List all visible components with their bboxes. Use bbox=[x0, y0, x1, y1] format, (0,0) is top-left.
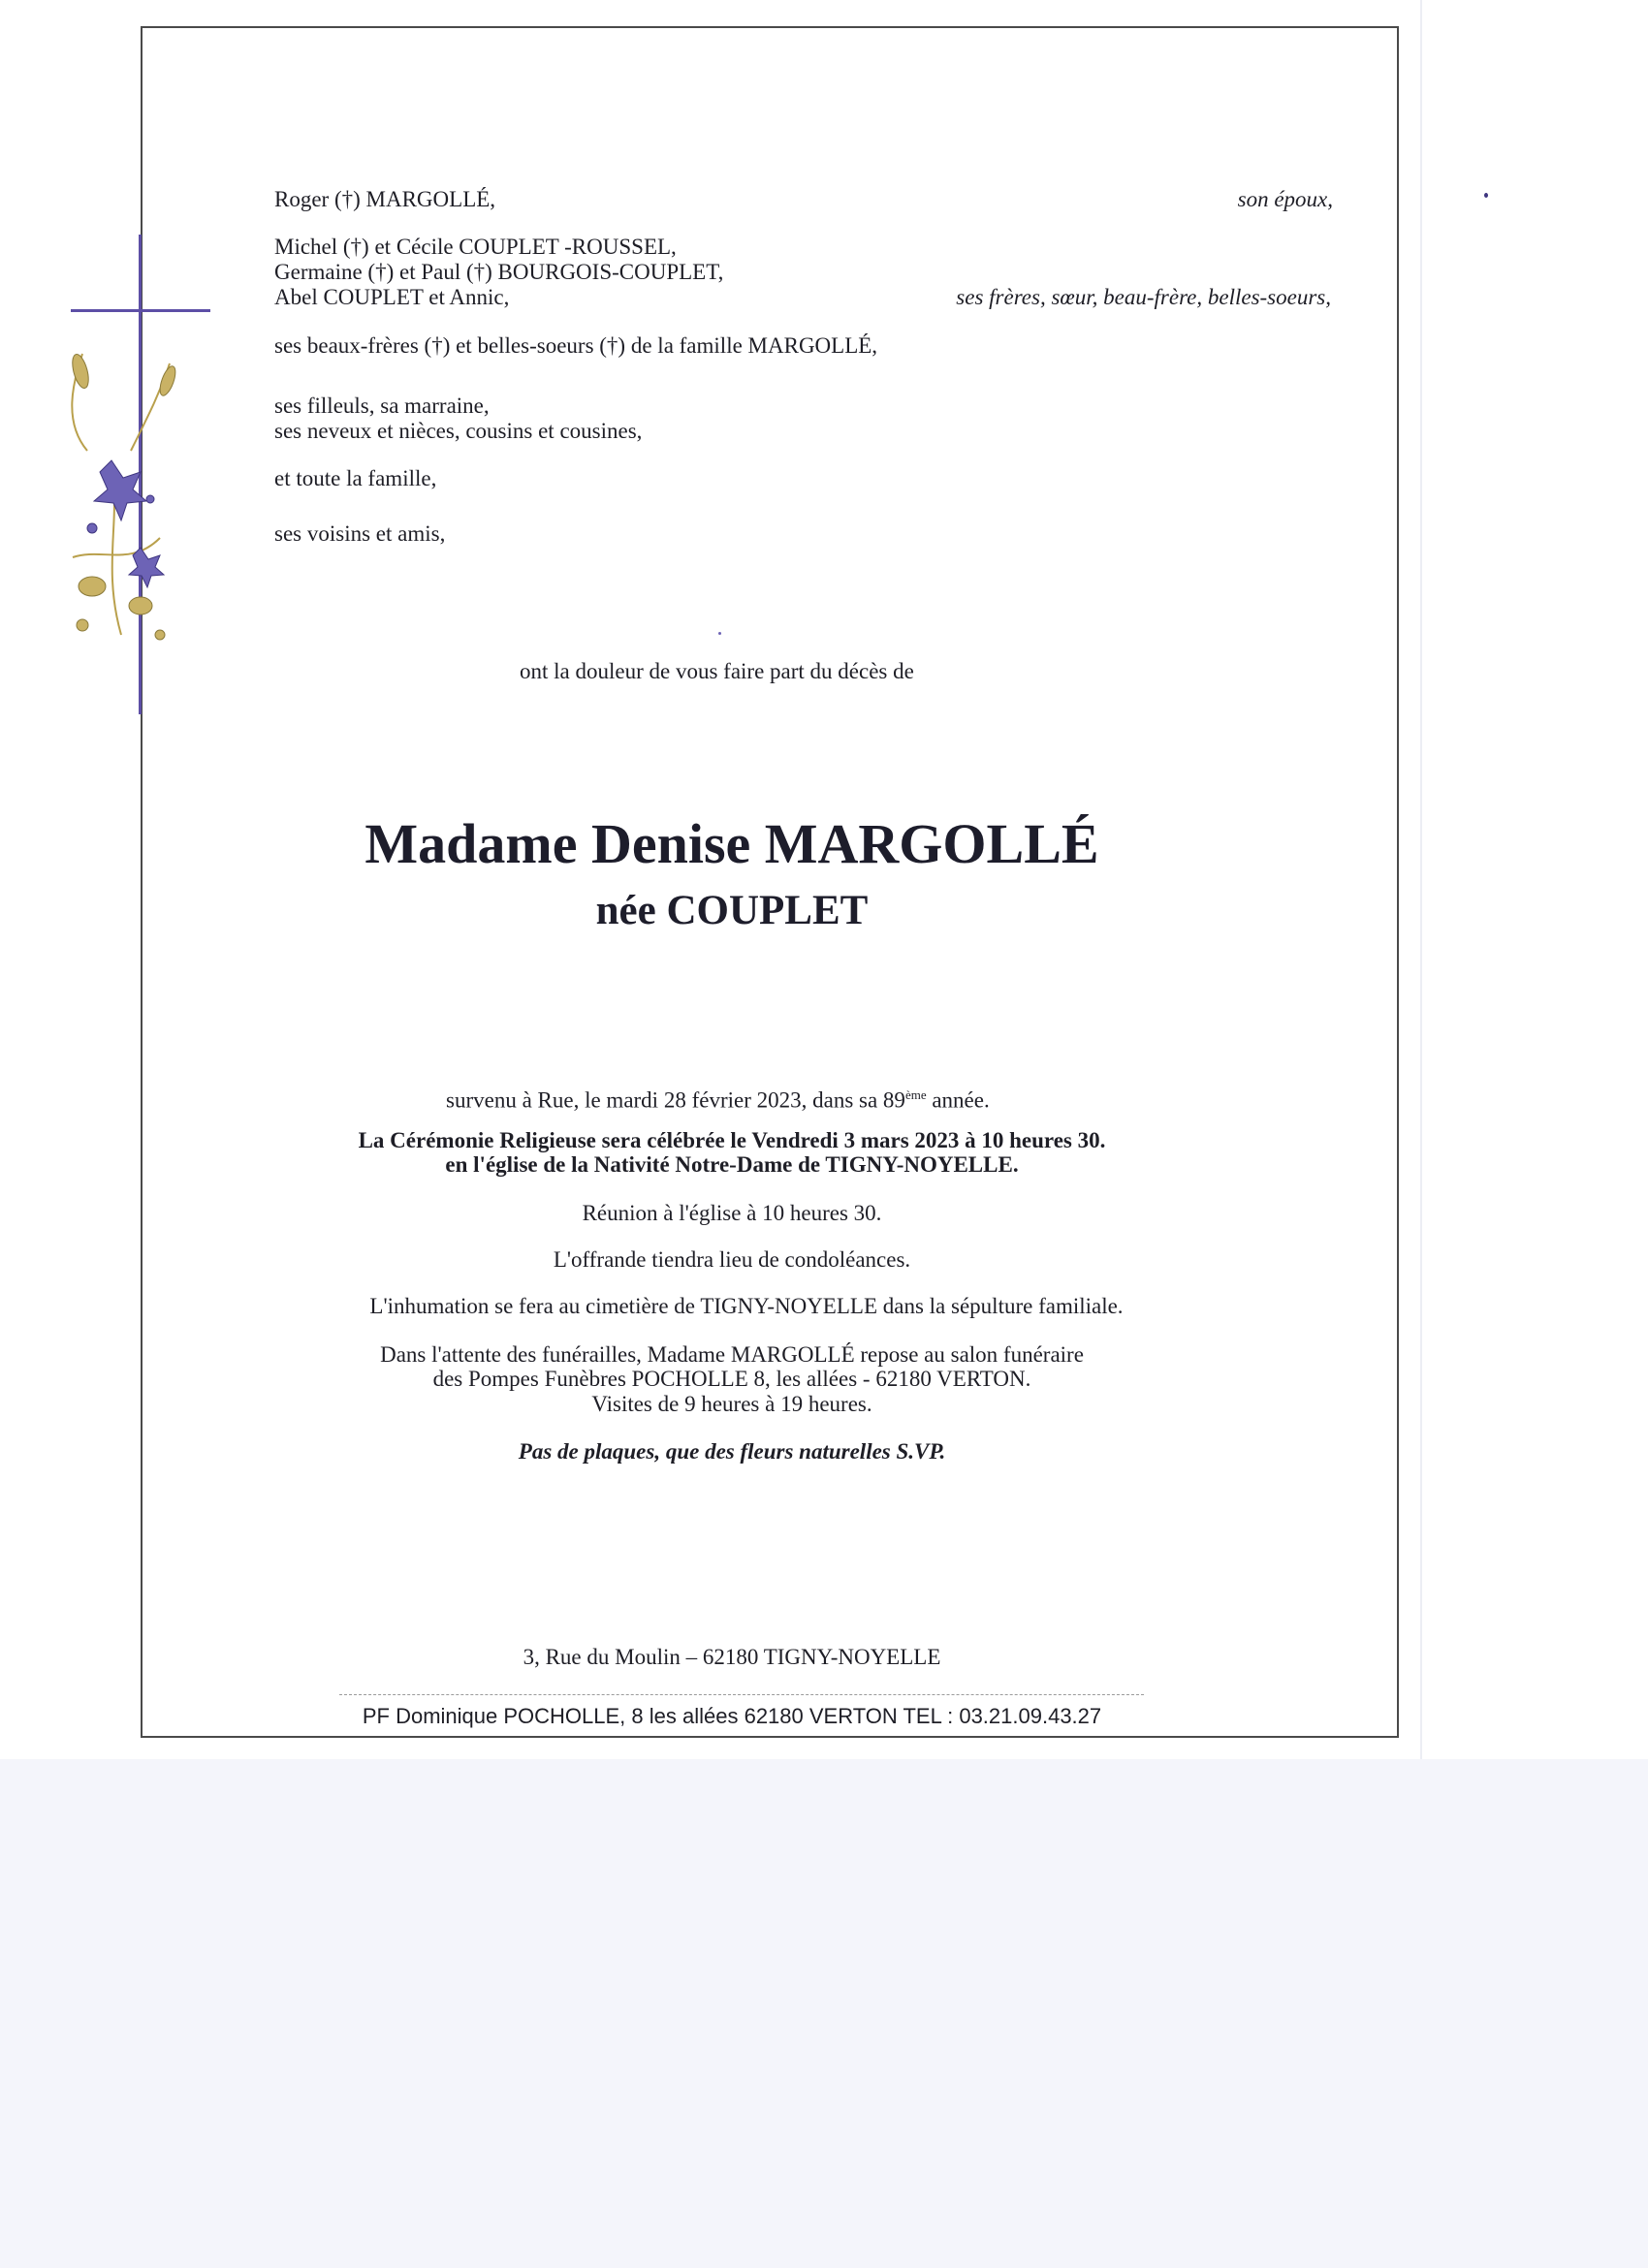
role-spouse: son époux, bbox=[1237, 187, 1333, 211]
sibling-line: Michel (†) et Cécile COUPLET -ROUSSEL, bbox=[274, 235, 677, 259]
floral-decoration-icon bbox=[53, 344, 199, 674]
scan-speck bbox=[718, 632, 721, 635]
deceased-name: Madame Denise MARGOLLÉ bbox=[364, 812, 1099, 875]
rest-line-1: Dans l'attente des funérailles, Madame MARGOLLÉ repose au salon funéraire bbox=[380, 1342, 1084, 1367]
godchildren-line: ses filleuls, sa marraine, bbox=[274, 394, 490, 418]
ceremony-line-2: en l'église de la Nativité Notre-Dame de TIGNY-NOYELLE. bbox=[445, 1152, 1019, 1177]
flowers-line: Pas de plaques, que des fleurs naturelles S.VP. bbox=[518, 1439, 946, 1464]
death-details-sup: ème bbox=[904, 1087, 927, 1102]
deceased-maiden-name: née COUPLET bbox=[595, 888, 869, 933]
scan-edge bbox=[1420, 0, 1422, 1759]
friends-line: ses voisins et amis, bbox=[274, 521, 446, 546]
offering-line: L'offrande tiendra lieu de condoléances. bbox=[553, 1247, 911, 1272]
ceremony-line-1: La Cérémonie Religieuse sera célébrée le Vendredi 3 mars 2023 à 10 heures 30. bbox=[358, 1128, 1106, 1152]
role-siblings: ses frères, sœur, beau-frère, belles-soeurs, bbox=[956, 285, 1331, 309]
all-family-line: et toute la famille, bbox=[274, 466, 437, 490]
rest-line-2: des Pompes Funèbres POCHOLLE 8, les allées - 62180 VERTON. bbox=[432, 1367, 1031, 1391]
meeting-line: Réunion à l'église à 10 heures 30. bbox=[582, 1201, 882, 1225]
scan-background bbox=[0, 1759, 1648, 2268]
scan-speck bbox=[1484, 193, 1488, 198]
nephews-line: ses neveux et nièces, cousins et cousines, bbox=[274, 419, 643, 443]
death-details bbox=[446, 1083, 990, 1114]
footer-line: PF Dominique POCHOLLE, 8 les allées 62180 VERTON TEL : 03.21.09.43.27 bbox=[362, 1704, 1102, 1728]
death-details-end: année. bbox=[926, 1087, 990, 1113]
footer-rule bbox=[339, 1694, 1144, 1695]
family-line-spouse: Roger (†) MARGOLLÉ, bbox=[274, 187, 496, 211]
in-laws-line: ses beaux-frères (†) et belles-soeurs (†) de la famille MARGOLLÉ, bbox=[274, 333, 878, 358]
burial-line: L'inhumation se fera au cimetière de TIGNY-NOYELLE dans la sépulture familiale. bbox=[369, 1294, 1124, 1318]
sibling-line: Abel COUPLET et Annic, bbox=[274, 285, 510, 309]
visits-line: Visites de 9 heures à 19 heures. bbox=[591, 1392, 872, 1416]
death-details-text: survenu à Rue, le mardi 28 février 2023, dans sa 89 bbox=[446, 1087, 905, 1113]
cross-horizontal bbox=[71, 309, 210, 312]
sibling-line: Germaine (†) et Paul (†) BOURGOIS-COUPLET, bbox=[274, 260, 724, 284]
announcement-text: ont la douleur de vous faire part du décès de bbox=[520, 659, 914, 683]
address-line: 3, Rue du Moulin – 62180 TIGNY-NOYELLE bbox=[523, 1645, 941, 1669]
